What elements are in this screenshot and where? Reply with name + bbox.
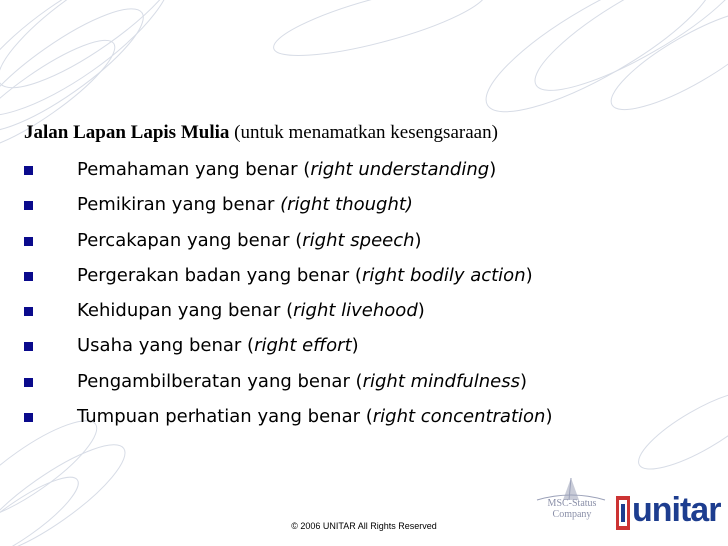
item-close: ) xyxy=(489,159,497,180)
square-bullet-icon xyxy=(24,201,33,210)
item-term: right concentration xyxy=(372,406,546,428)
msc-label xyxy=(537,498,607,520)
item-term: right livehood xyxy=(293,300,418,322)
item-label: Usaha yang benar ( xyxy=(77,335,255,357)
unitar-emblem-icon xyxy=(614,494,634,534)
item-label: Pergerakan badan yang benar ( xyxy=(77,264,362,286)
item-label: Pemikiran yang benar xyxy=(77,194,281,216)
item-close: ) xyxy=(545,406,553,428)
item-term: right mindfulness xyxy=(362,370,520,392)
item-label: Tumpuan perhatian yang benar ( xyxy=(77,406,373,428)
square-bullet-icon xyxy=(24,413,33,422)
item-close: ) xyxy=(351,335,359,357)
item-close: ) xyxy=(417,300,425,322)
list-item-text xyxy=(77,364,527,399)
square-bullet-icon xyxy=(24,166,33,175)
square-bullet-icon xyxy=(24,272,33,281)
item-label: Pemahaman yang benar ( xyxy=(77,159,311,180)
square-bullet-icon xyxy=(24,378,33,387)
list-item-text xyxy=(77,293,425,328)
unitar-wordmark: unitar xyxy=(632,491,721,529)
square-bullet-icon xyxy=(24,342,33,351)
square-bullet-icon xyxy=(24,307,33,316)
item-label: Pengambilberatan yang benar ( xyxy=(77,370,363,392)
list-item-text xyxy=(77,187,413,222)
msc-line-2: Company xyxy=(552,509,592,520)
item-term: right bodily action xyxy=(361,264,526,286)
list-item-text xyxy=(77,258,533,293)
item-label: Kehidupan yang benar ( xyxy=(77,300,294,322)
square-bullet-icon xyxy=(24,237,33,246)
copyright-footer: © 2006 UNITAR All Rights Reserved xyxy=(291,521,437,531)
heading-bold: Jalan Lapan Lapis Mulia xyxy=(24,122,230,143)
item-term: right speech xyxy=(302,229,415,251)
unitar-logo xyxy=(614,492,720,538)
msc-status-logo xyxy=(533,476,608,536)
list-item-text xyxy=(77,399,552,434)
item-term: (right thought) xyxy=(280,194,413,216)
msc-line-1: MSC-Status xyxy=(547,498,597,509)
heading-rest: (untuk menamatkan kesengsaraan) xyxy=(229,122,498,143)
item-close: ) xyxy=(414,229,422,251)
item-term: right understanding xyxy=(310,159,490,180)
slide-heading xyxy=(24,122,498,144)
item-term: right effort xyxy=(254,335,352,357)
list-item-text xyxy=(77,328,359,363)
item-label: Percakapan yang benar ( xyxy=(77,229,303,251)
list-item-text xyxy=(77,152,496,187)
item-close: ) xyxy=(525,264,533,286)
item-close: ) xyxy=(519,370,527,392)
list-item-text xyxy=(77,223,422,258)
